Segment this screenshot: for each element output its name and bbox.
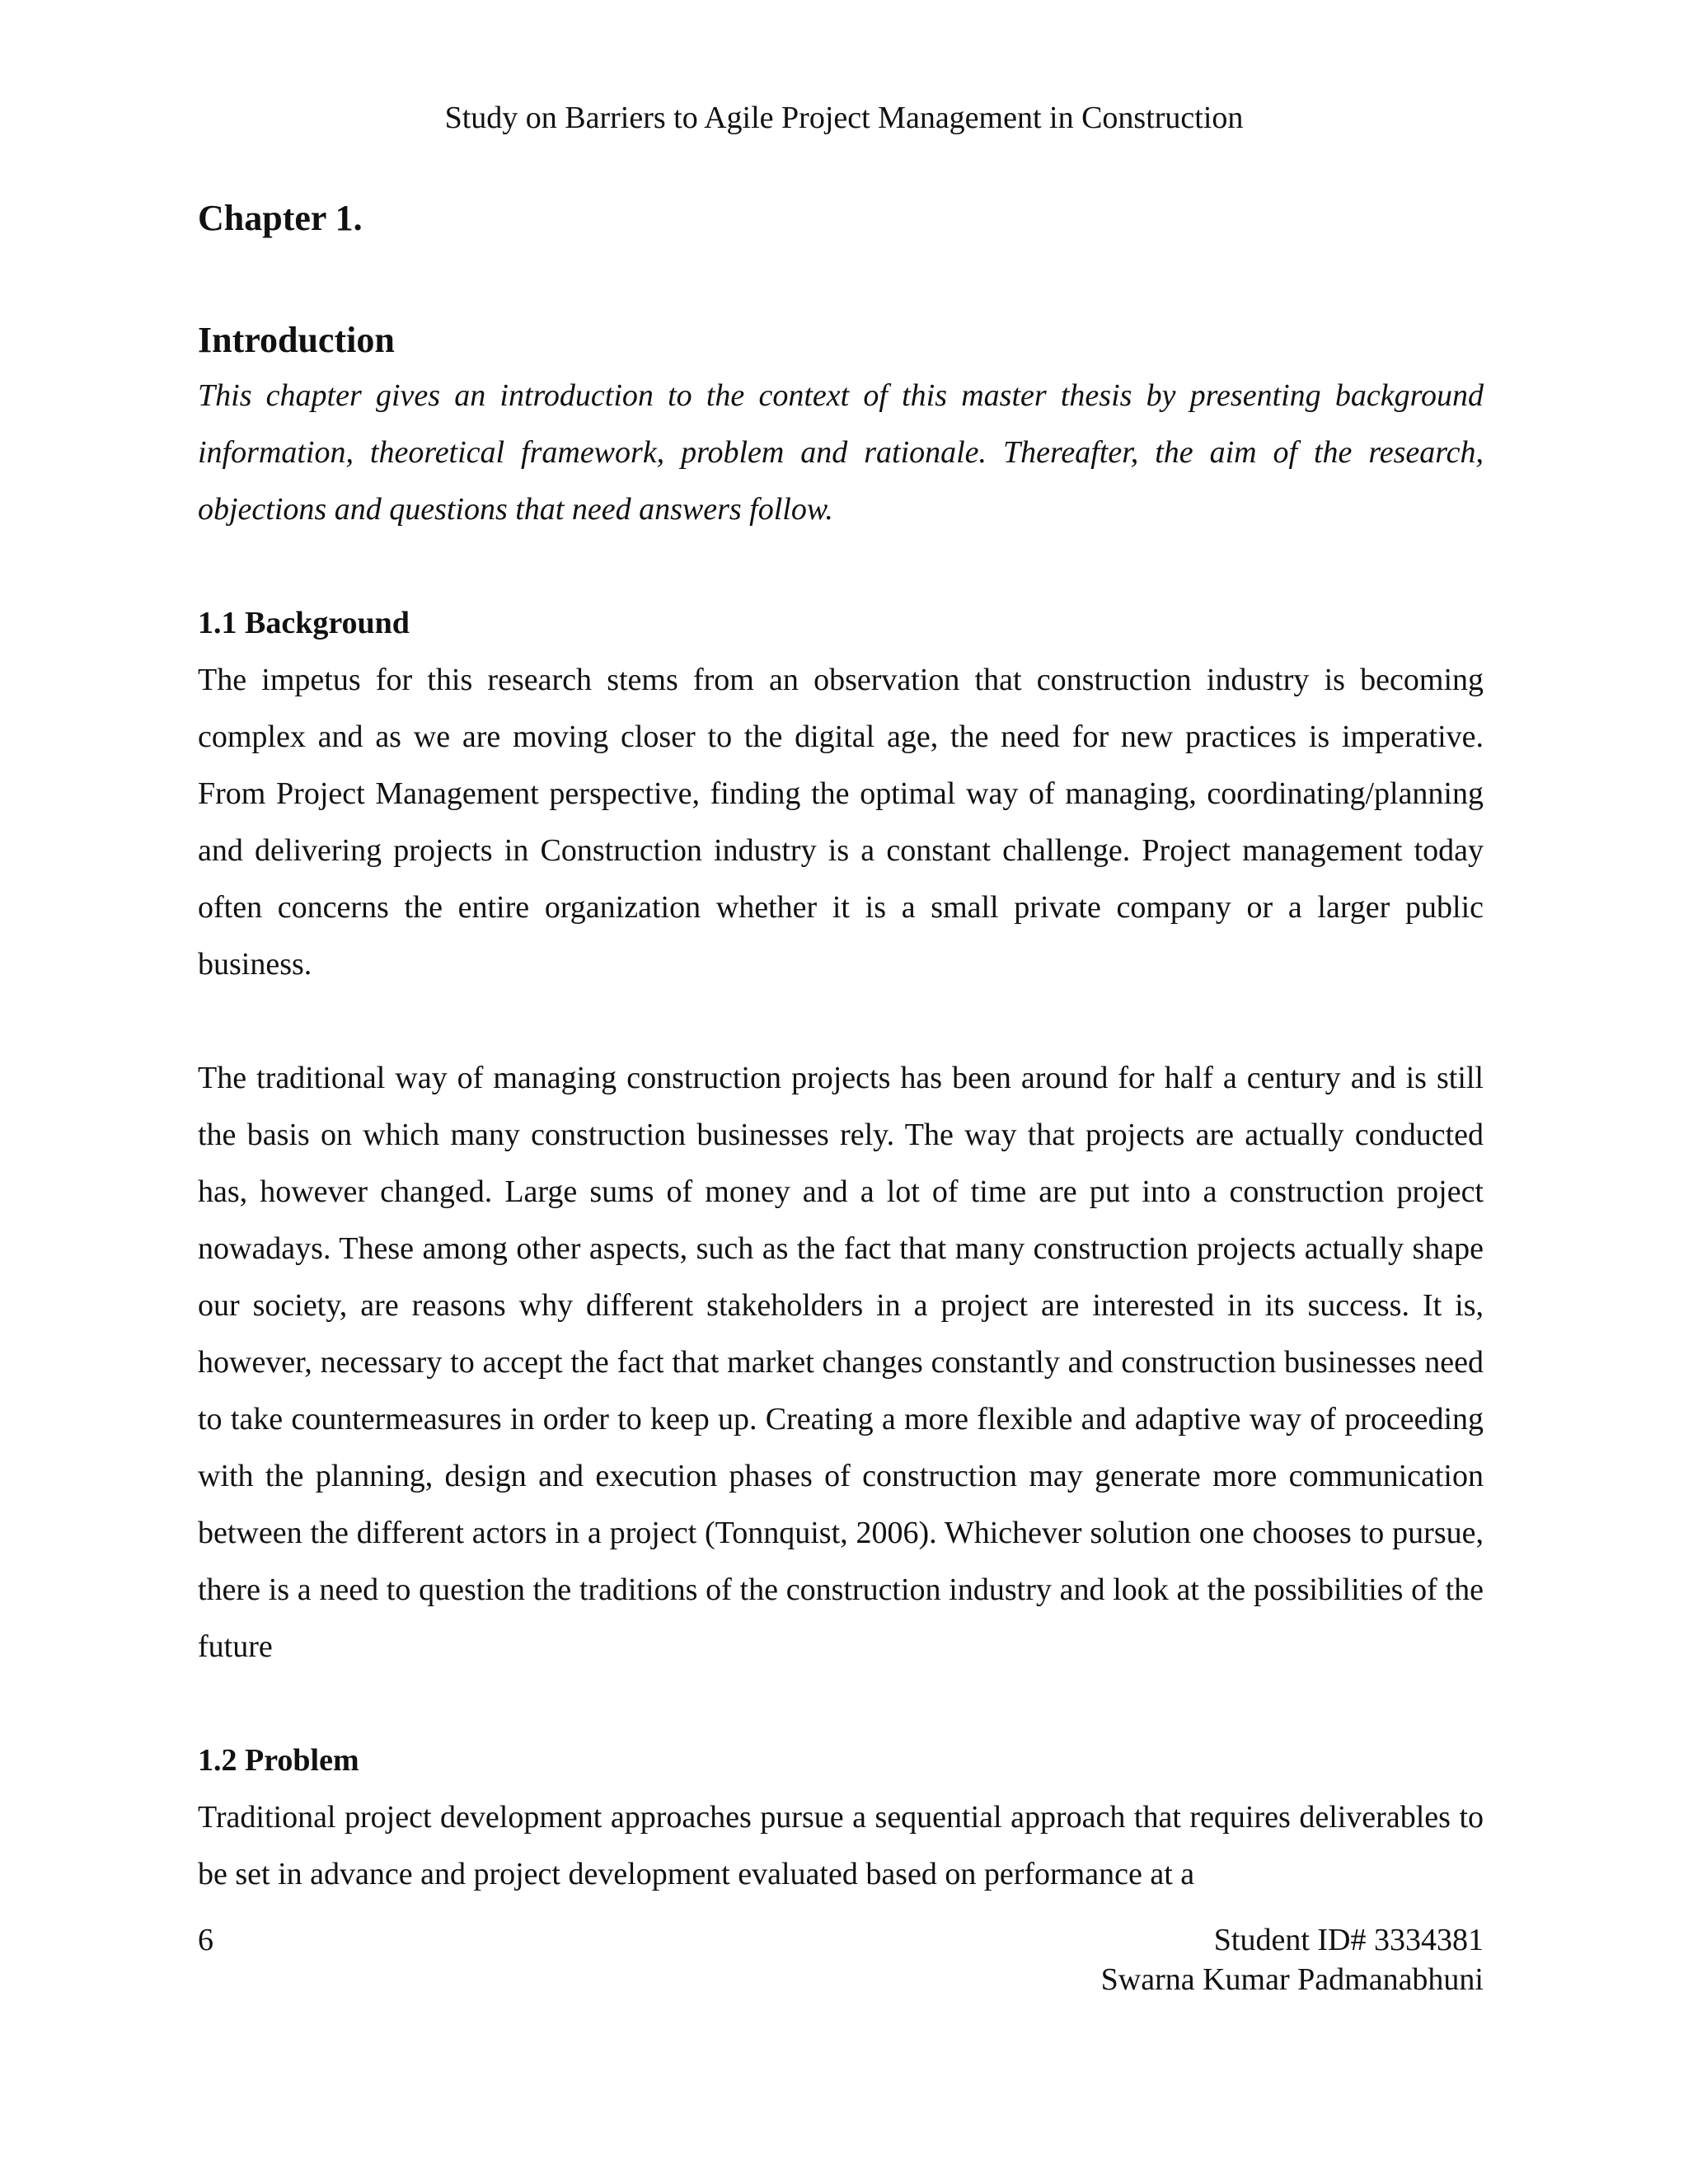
section-heading-background: 1.1 Background	[198, 606, 410, 640]
footer-author-block	[1101, 1920, 1484, 1999]
background-paragraph-2: The traditional way of managing construction projects has been around for half a century and is still the basis on which many construction businesses rely. The way that projects are actually conducted has, however changed. Large sums of money and a lot of time are put into a construction project nowadays. These among other aspects, such as the fact that many construction projects actually shape our society, are reasons why different stakeholders in a project are interested in its success. It is, however, necessary to accept the fact that market changes constantly and construction businesses need to take countermeasures in order to keep up. Creating a more flexible and adaptive way of proceeding with the planning, design and execution phases of construction may generate more communication between the different actors in a project (Tonnquist, 2006). Whichever solution one chooses to pursue, there is a need to question the traditions of the construction industry and look at the possibilities of the future	[198, 1061, 1484, 1664]
chapter-title: Introduction	[198, 320, 395, 360]
problem-paragraph-1: Traditional project development approaches pursue a sequential approach that requires deliverables to be set in advance and project development evaluated based on performance at a	[198, 1800, 1484, 1891]
background-paragraph-1: The impetus for this research stems from an observation that construction industry is becoming complex and as we are moving closer to the digital age, the need for new practices is imperative. From Project Management perspective, finding the optimal way of managing, coordinating/planning and delivering projects in Construction industry is a constant challenge. Project management today often concerns the entire organization whether it is a small private company or a larger public business.	[198, 663, 1484, 982]
chapter-label: Chapter 1.	[198, 198, 363, 238]
page-content	[198, 194, 1484, 1903]
running-header: Study on Barriers to Agile Project Management in Construction	[444, 101, 1244, 135]
chapter-abstract: This chapter gives an introduction to the context of this master thesis by presenting background information, theoretical framework, problem and rationale. Thereafter, the aim of the research, objections and questions that need answers follow.	[198, 378, 1484, 527]
section-heading-problem: 1.2 Problem	[198, 1743, 359, 1778]
page-number: 6	[198, 1923, 213, 1957]
student-id: Student ID# 3334381	[1213, 1923, 1484, 1957]
author-name: Swarna Kumar Padmanabhuni	[1100, 1962, 1484, 1997]
